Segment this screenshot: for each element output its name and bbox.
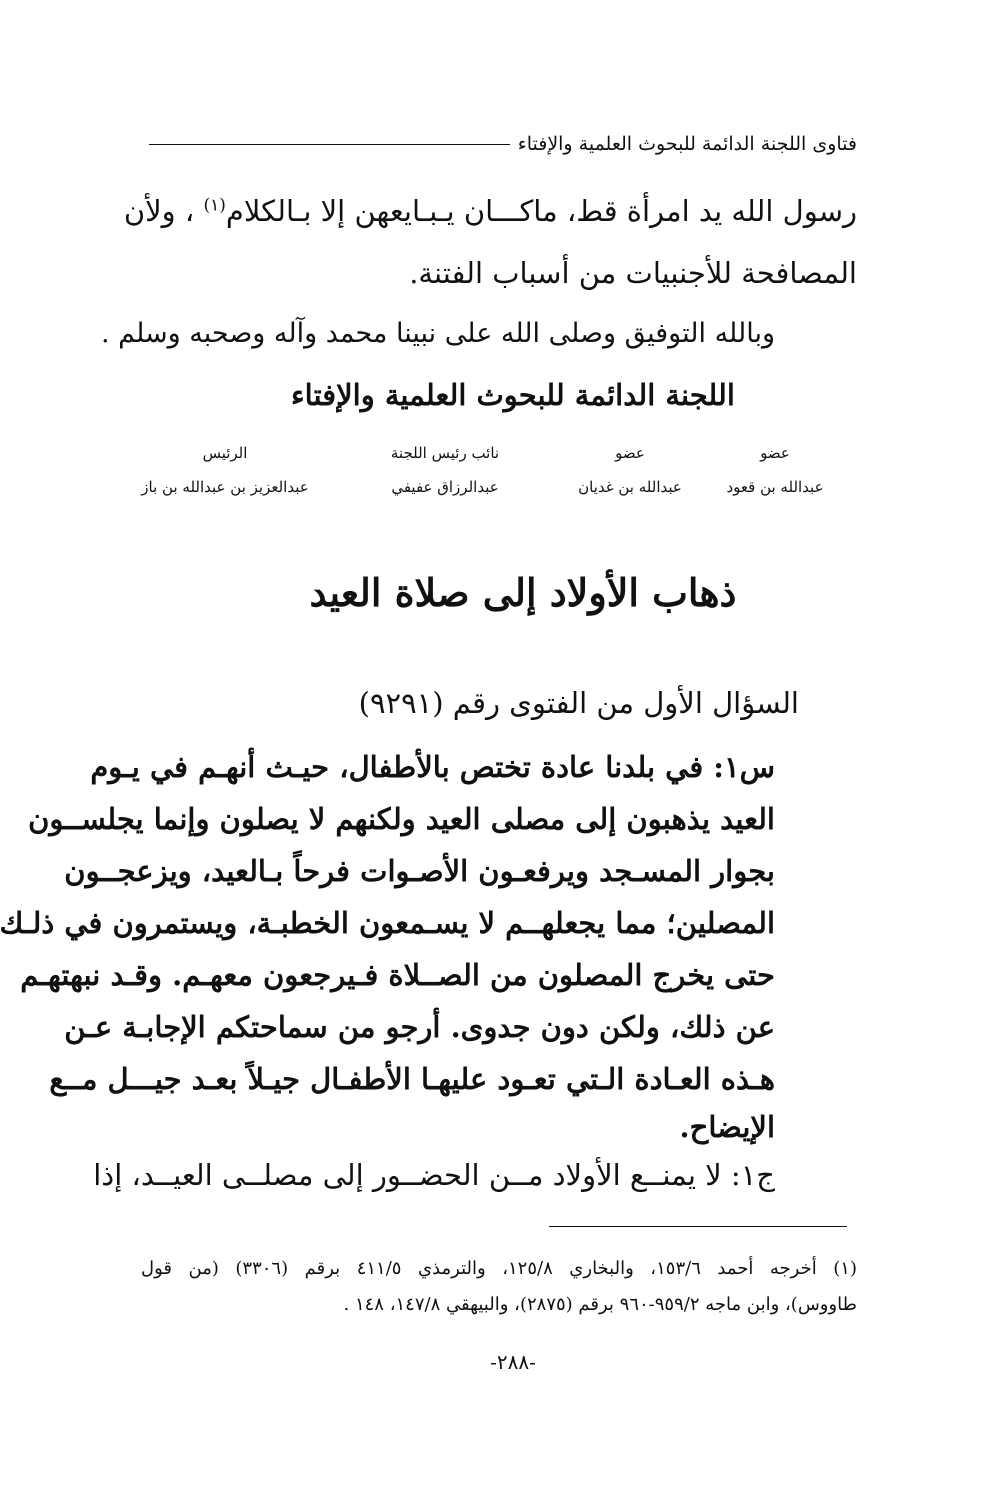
question-line-5: حتى يخرج المصلون من الصــلاة فـيرجعون معهـم. وقـد نبهتهـم — [20, 958, 775, 992]
footnote-rule — [549, 1226, 847, 1227]
footnote-ref: (١) — [203, 195, 226, 216]
page-number: -٢٨٨- — [490, 1350, 536, 1374]
header-rule — [149, 144, 510, 145]
answer-line: ج١: لا يمنــع الأولاد مــن الحضــور إلى مصلــى العيــد، إذا — [93, 1158, 775, 1192]
closing-line: وبالله التوفيق وصلى الله على نبينا محمد وآله وصحبه وسلم . — [100, 318, 775, 349]
running-header — [149, 126, 857, 162]
member-name: عبدالعزيز بن عبدالله بن باز — [141, 478, 309, 496]
intro-line-2: المصافحة للأجنبيات من أسباب الفتنة. — [409, 256, 857, 290]
question-line-8: الإيضاح. — [679, 1110, 775, 1144]
question-line-6: عن ذلك، ولكن دون جدوى. أرجو من سماحتكم الإجابـة عـن — [64, 1010, 775, 1044]
question-line-3: بجوار المسـجد ويرفعـون الأصـوات فرحاً بـالعيد، ويزعجــون — [64, 854, 775, 888]
section-title: ذهاب الأولاد إلى صلاة العيد — [309, 570, 737, 615]
member-role: عضو — [615, 444, 645, 462]
intro-text: رسول الله يد امرأة قط، ماكـــان يـبـايعهن إلا بـالكلام — [225, 194, 857, 228]
fatwa-heading: السؤال الأول من الفتوى رقم (٩٢٩١) — [358, 686, 799, 720]
member-3 — [355, 440, 535, 500]
member-role: الرئيس — [202, 444, 248, 462]
question-line-7: هـذه العـادة الـتي تعـود عليهـا الأطفـال جيـلاً بعـد جيـــل مــع — [49, 1062, 775, 1096]
question-line-2: العيد يذهبون إلى مصلى العيد ولكنهم لا يصلون وإنما يجلســون — [28, 802, 775, 836]
member-2 — [555, 440, 705, 500]
committee-members — [141, 440, 835, 510]
member-4 — [110, 440, 340, 500]
footnote-line-2: طاووس)، وابن ماجه ٩٥٩/٢-٩٦٠ برقم (٢٨٧٥)، والبيهقي ١٤٧/٨، ١٤٨ . — [343, 1294, 857, 1315]
member-role: نائب رئيس اللجنة — [390, 444, 500, 462]
member-role: عضو — [760, 444, 790, 462]
question-line-4: المصلين؛ مما يجعلهــم لا يسـمعون الخطبـة، ويستمرون في ذلـك — [0, 906, 775, 940]
member-name: عبدالله بن غديان — [578, 478, 682, 496]
member-name: عبدالرزاق عفيفي — [391, 478, 499, 496]
question-line-1: س١: في بلدنا عادة تختص بالأطفال، حيـث أنهـم في يـوم — [90, 750, 775, 784]
committee-title: اللجنة الدائمة للبحوث العلمية والإفتاء — [291, 378, 735, 412]
intro-line-1 — [123, 194, 857, 228]
member-1 — [715, 440, 835, 500]
running-title: فتاوى اللجنة الدائمة للبحوث العلمية والإفتاء — [517, 133, 857, 155]
member-name: عبدالله بن قعود — [726, 478, 824, 496]
footnote-line-1: (١) أخرجه أحمد ١٥٣/٦، والبخاري ١٢٥/٨، والترمذي ٤١١/٥ برقم (٣٣٠٦) (من قول — [141, 1258, 857, 1279]
intro-text-end: ، ولأن — [123, 194, 204, 228]
